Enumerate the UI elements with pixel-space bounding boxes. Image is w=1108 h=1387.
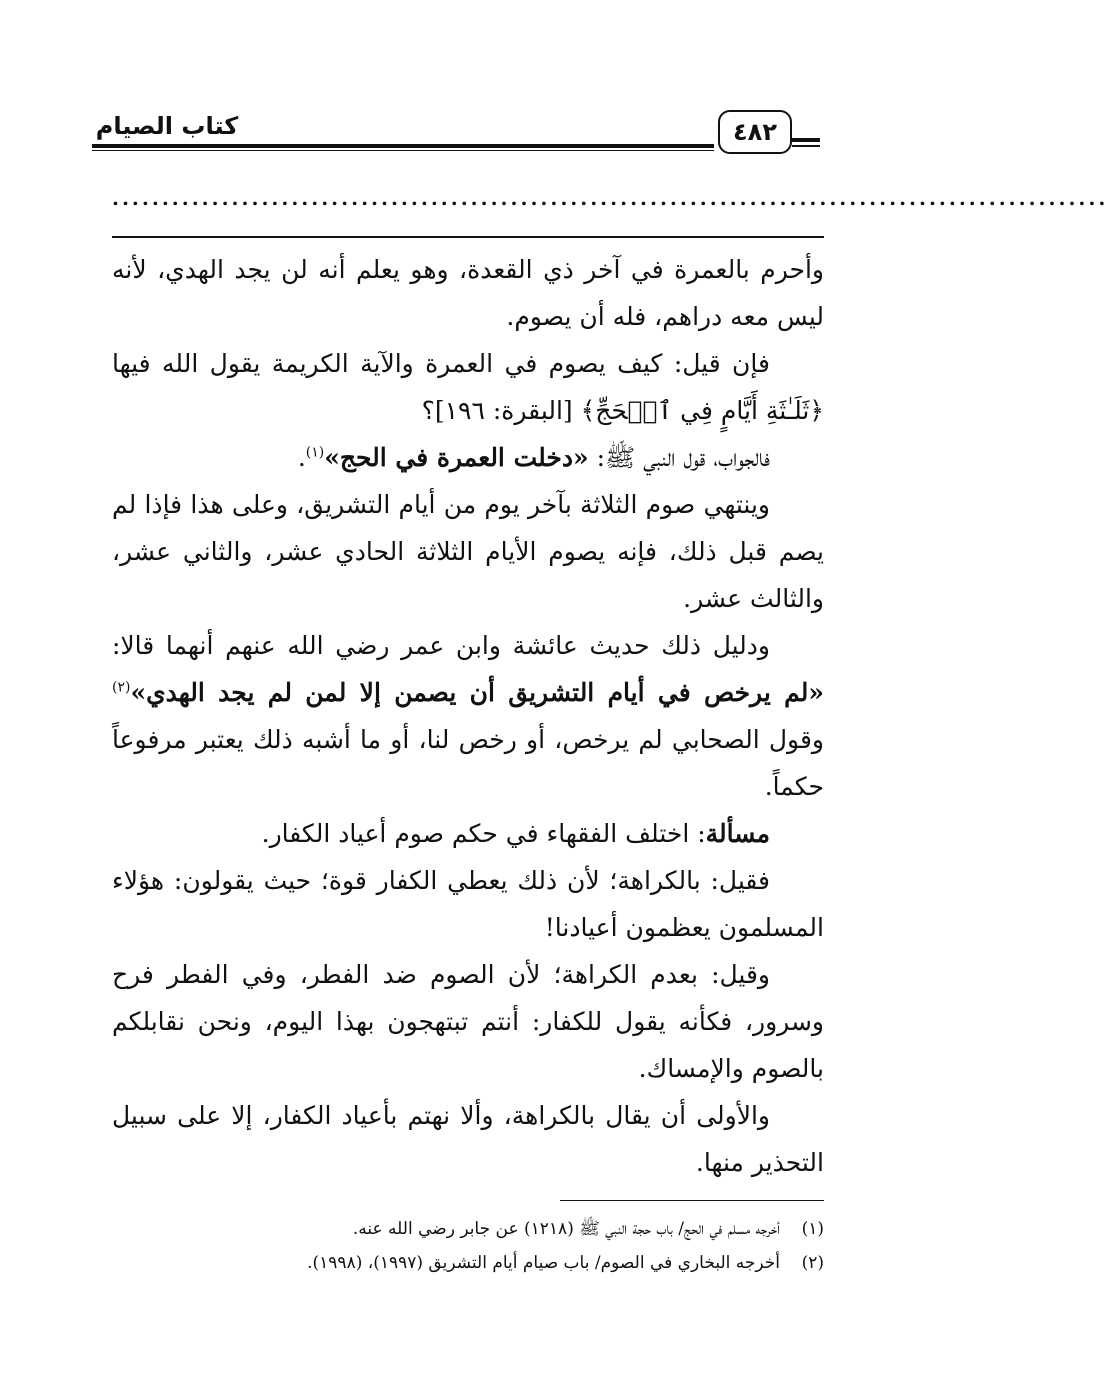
quran-verse: ﴿ثَلَـٰثَةِ أَيَّامٍ فِي ٱلۡحَجِّ﴾	[580, 396, 824, 425]
paragraph-7: فقيل: بالكراهة؛ لأن ذلك يعطي الكفار قوة؛ حيث يقولون: هؤلاء المسلمون يعظمون أعيادنا!	[112, 866, 824, 942]
header-ornament-dash-thin	[792, 145, 820, 147]
hadith-quote: «لم يرخص في أيام التشريق أن يصمن إلا لمن لم يجد الهدي»	[130, 678, 824, 707]
header-divider-line	[112, 236, 824, 238]
paragraph-4: وينتهي صوم الثلاثة بآخر يوم من أيام التشريق، وعلى هذا فإذا لم يصم قبل ذلك، فإنه يصوم الأيام الثلاثة الحادي عشر، والثاني عشر، والثالث عشر.	[112, 490, 825, 613]
footnote-text: أخرجه البخاري في الصوم/ باب صيام أيام التشريق (١٩٩٧)، (١٩٩٨).	[307, 1253, 780, 1273]
paragraph-9: والأولى أن يقال بالكراهة، وألا نهتم بأعياد الكفار، إلا على سبيل التحذير منها.	[112, 1101, 824, 1177]
footnote	[112, 1212, 824, 1246]
header-rule-thick	[92, 144, 714, 148]
footnotes	[112, 1212, 824, 1280]
footnote	[112, 1246, 824, 1280]
footnote-number: (١)	[801, 1219, 824, 1239]
paragraph-1: وأحرم بالعمرة في آخر ذي القعدة، وهو يعلم أنه لن يجد الهدي، لأنه ليس معه دراهم، فله أن يصوم.	[112, 255, 824, 331]
paragraph-3: فالجواب، قول النبي ﷺ: «دخلت العمرة في الحج»$^{(١)}$.	[297, 443, 770, 472]
page-number-badge: ٤٨٢	[718, 110, 792, 154]
hadith-quote: «دخلت العمرة في الحج»	[324, 443, 589, 472]
running-header-title: كتاب الصيام	[95, 112, 239, 140]
main-text	[112, 246, 824, 1186]
footnote-ref-2[interactable]: (٢)	[112, 679, 131, 696]
paragraph-6: مسألة: اختلف الفقهاء في حكم صوم أعياد الكفار.	[261, 819, 770, 848]
paragraph-5: ودليل ذلك حديث عائشة وابن عمر رضي الله عنهم أنهما قالا: «لم يرخص في أيام التشريق أن يصمن إلا لمن لم يجد الهدي»$^{(٢)}$ وقول الصحابي لم يرخص، أو رخص لنا، أو ما أشبه ذلك يعتبر مرفوعاً حكماً.	[112, 631, 824, 801]
paragraph-8: وقيل: بعدم الكراهة؛ لأن الصوم ضد الفطر، وفي الفطر فرح وسرور، فكأنه يقول للكفار: أنتم تبتهجون بهذا اليوم، ونحن نقابلكم بالصوم والإمساك.	[112, 960, 824, 1083]
dotted-separator: ....................................................................................................	[112, 186, 1108, 210]
paragraph-2: فإن قيل: كيف يصوم في العمرة والآية الكريمة يقول الله فيها ﴿ثَلَـٰثَةِ أَيَّامٍ فِي ٱلۡحَجِّ﴾ [البقرة: ١٩٦]؟	[112, 349, 824, 425]
header-ornament-dash	[792, 138, 820, 142]
footnote-ref-1[interactable]: (١)	[305, 444, 325, 461]
issue-label: مسألة	[705, 819, 770, 848]
footnote-rule	[560, 1200, 824, 1201]
header-rule-thin	[92, 150, 714, 151]
footnote-number: (٢)	[801, 1253, 824, 1273]
footnote-text: أخرجه مسلم في الحج/ باب حجة النبي ﷺ (١٢١٨) عن جابر رضي الله عنه.	[352, 1219, 780, 1239]
